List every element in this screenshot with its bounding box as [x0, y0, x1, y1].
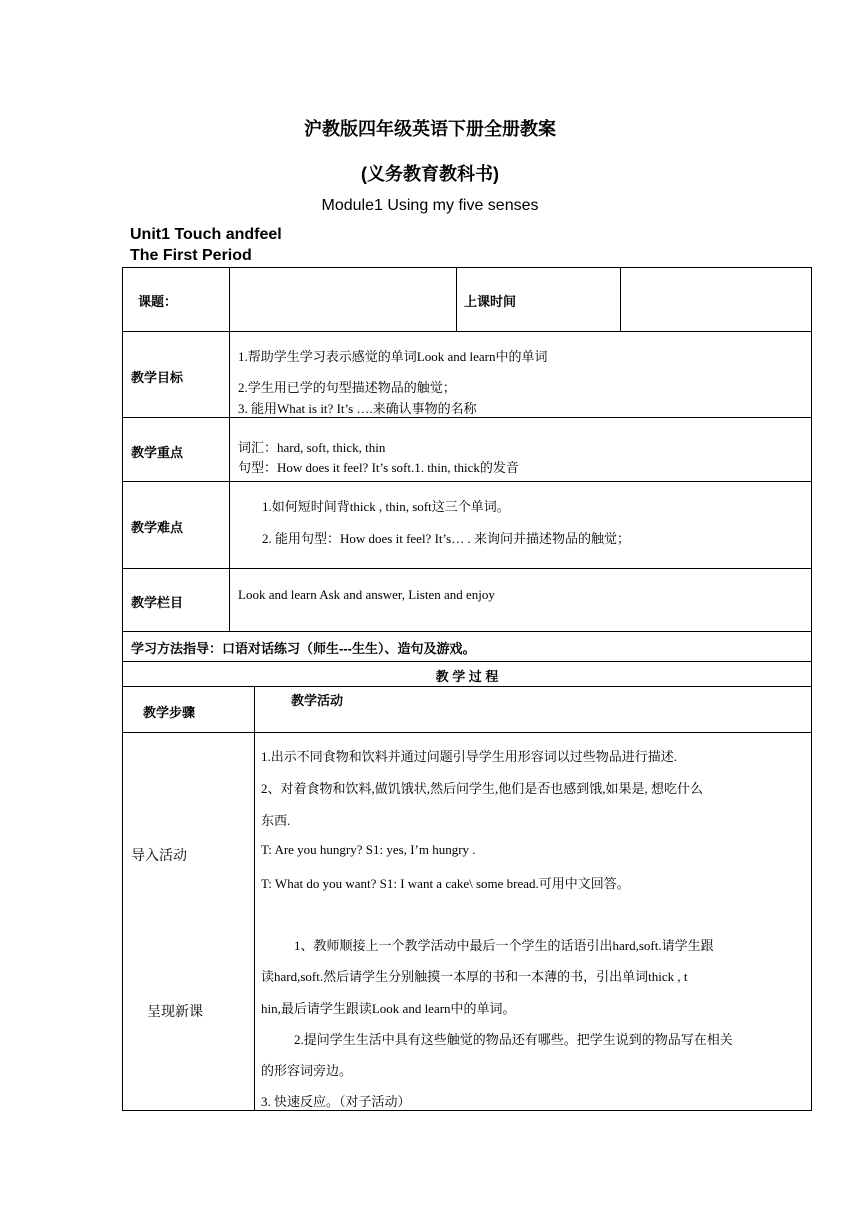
difficulties-label: 教学难点: [131, 520, 184, 535]
intro-line: 东西.: [261, 813, 291, 828]
new-lesson-line: 1、教师顺接上一个教学活动中最后一个学生的话语引出hard,soft.请学生跟: [294, 938, 714, 953]
new-lesson-line: hin,最后请学生跟读Look and learn中的单词。: [261, 1001, 516, 1016]
row-divider: [122, 417, 812, 418]
period-heading: The First Period: [130, 247, 252, 264]
column-divider: [229, 267, 230, 631]
objective-line: 3. 能用What is it? It’s ….来确认事物的名称: [238, 401, 477, 416]
unit-heading: Unit1 Touch andfeel: [130, 226, 282, 243]
key-points-label: 教学重点: [131, 445, 184, 460]
row-divider: [122, 732, 812, 733]
intro-label: 导入活动: [131, 847, 187, 863]
key-point-line: 句型：How does it feel? It’s soft.1. thin, thick的发音: [238, 460, 519, 475]
row-divider: [122, 481, 812, 482]
table-border-right: [811, 267, 812, 1110]
sections-text: Look and learn Ask and answer, Listen and enjoy: [238, 587, 495, 602]
topic-label: 课题：: [138, 294, 178, 309]
difficulty-line: 2. 能用句型：How does it feel? It’s… . 来询问并描述物品的触觉；: [262, 531, 630, 546]
method-text: 学习方法指导：口语对话练习（师生---生生）、造句及游戏。: [131, 641, 476, 656]
module-heading: Module1 Using my five senses: [321, 197, 539, 214]
table-border-bottom: [122, 1110, 812, 1111]
row-divider: [122, 568, 812, 569]
new-lesson-line: 的形容词旁边。: [261, 1063, 353, 1078]
sections-label: 教学栏目: [131, 595, 184, 610]
row-divider: [122, 686, 812, 687]
activities-header: 教学活动: [291, 693, 344, 708]
new-lesson-line: 读hard,soft.然后请学生分别触摸一本厚的书和一本薄的书，引出单词thick , t: [261, 969, 688, 984]
new-lesson-label: 呈现新课: [147, 1003, 203, 1019]
row-divider: [122, 631, 812, 632]
new-lesson-line: 2.提问学生生活中具有这些触觉的物品还有哪些。把学生说到的物品写在相关: [294, 1032, 733, 1047]
row-divider: [122, 661, 812, 662]
new-lesson-line: 3. 快速反应。（对子活动）: [261, 1094, 411, 1109]
document-title: 沪教版四年级英语下册全册教案: [304, 119, 556, 139]
column-divider: [456, 267, 457, 331]
column-divider: [254, 686, 255, 1110]
objective-line: 1.帮助学生学习表示感觉的单词Look and learn中的单词: [238, 349, 548, 364]
class-time-label: 上课时间: [464, 294, 517, 309]
key-point-line: 词汇：hard, soft, thick, thin: [238, 440, 386, 455]
intro-line: T: What do you want? S1: I want a cake\ some bread.可用中文回答。: [261, 876, 630, 891]
difficulty-line: 1.如何短时间背thick , thin, soft这三个单词。: [262, 499, 510, 514]
steps-header: 教学步骤: [143, 705, 196, 720]
intro-line: 2、对着食物和饮料,做饥饿状,然后问学生,他们是否也感到饿,如果是, 想吃什么: [261, 781, 704, 796]
document-subtitle: (义务教育教科书): [361, 164, 499, 184]
intro-line: T: Are you hungry? S1: yes, I’m hungry .: [261, 842, 476, 857]
column-divider: [620, 267, 621, 331]
table-border-left: [122, 267, 123, 1110]
process-header: 教 学 过 程: [435, 669, 499, 684]
objective-line: 2.学生用已学的句型描述物品的触觉；: [238, 380, 456, 395]
objectives-label: 教学目标: [131, 370, 184, 385]
intro-line: 1.出示不同食物和饮料并通过问题引导学生用形容词以过些物品进行描述.: [261, 749, 678, 764]
row-divider: [122, 331, 812, 332]
table-border-top: [122, 267, 812, 268]
